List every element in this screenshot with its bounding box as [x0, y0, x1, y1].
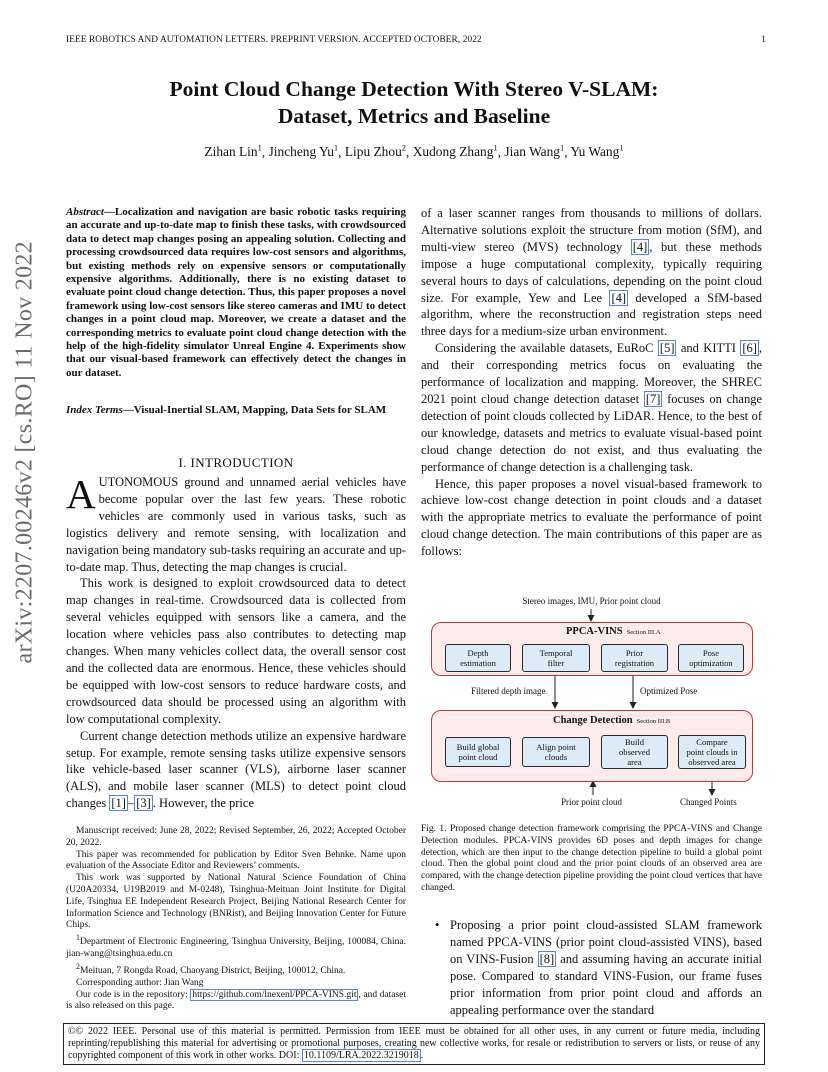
- doi-link[interactable]: 10.1109/LRA.2022.3219018: [303, 1050, 419, 1061]
- section-heading: I. INTRODUCTION: [178, 455, 294, 470]
- intro-left-column: [66, 471, 406, 812]
- footnote: $^1$Department of Electronic Engineering, Tsinghua University, Beijing, 100084, China. jian-wang@tsinghua.edu.cn: [66, 933, 406, 960]
- contribution-list: [421, 917, 762, 1018]
- intro-paragraph-1: AUTONOMOUS ground and unnamed aerial vehicles have become popular over the last few years. These robotic vehicles are commonly used in various tasks, such as logistics delivery and remote sensing, with localization and navigation being mandatory sub-tasks requiring an accurate and up-to-date map. Thus, detecting the map changes is crucial.: [66, 471, 406, 574]
- citation-link[interactable]: [8]: [539, 951, 555, 966]
- intro-paragraph-6: Hence, this paper proposes a novel visual-based framework to achieve low-cost change detection in point clouds and a dataset with the appropriate metrics to evaluate the performance of point cloud change detection. The main contributions of this paper are as follows:: [421, 476, 762, 559]
- arxiv-stamp: arXiv:2207.00246v2 [cs.RO] 11 Nov 2022: [11, 241, 38, 664]
- copyright-notice: ©© 2022 IEEE. Personal use of this material is permitted. Permission from IEEE must be obtained for all other uses, in any current or future media, including reprinting/republishing this material for advertising or promotional purposes, creating new collective works, for resale or redistribution to servers or lists, or reuse of any copyrighted component of this work in other works. DOI: 10.1109/LRA.2022.3219018 .: [63, 1023, 765, 1065]
- index-terms-label: Index Terms: [66, 404, 123, 416]
- input-label: Stereo images, IMU, Prior point cloud: [522, 596, 661, 606]
- title-line-2: Dataset, Metrics and Baseline: [277, 104, 551, 128]
- author: Zihan Lin$^1$: [204, 143, 262, 160]
- author-list: Zihan Lin$^1$, Jincheng Yu$^1$, Lipu Zhou$^2$, Xudong Zhang$^1$, Jian Wang$^1$, Yu Wang$^1$: [204, 143, 624, 160]
- intro-paragraph-3: Current change detection methods utilize an expensive hardware setup. For example, remote sensing tasks utilize expensive sensors like vehicle-based laser scanner (VLS), airborne laser scanner (ALS), and mobile laser scanner (MLS) to detect point cloud changes [1] – [3] . However, the price: [66, 728, 406, 811]
- citation-link[interactable]: [3]: [136, 796, 151, 811]
- footnote: Corresponding author: Jian Wang: [76, 977, 204, 988]
- intro-paragraph-4: of a laser scanner ranges from thousands to millions of dollars. Alternative solutions exploit the structure from motion (SfM), and multi-view stereo (MVS) technology [4] , but these methods impose a huge computational complexity, typically requiring several hours to days of calculations, depending on the point cloud size. For example, Yew and Lee [4] developed a SfM-based algorithm, where the reconstruction and registration steps need three days for a medium-size urban environment.: [421, 206, 762, 339]
- abstract-label: Abstract: [66, 206, 104, 218]
- footnote: Our code is in the repository: https://github.com/lnexenl/PPCA-VINS.git , and dataset is also released on this page.: [66, 989, 406, 1012]
- prior-registration-box: Prior registration: [601, 644, 668, 672]
- build-global-box: Build global point cloud: [445, 737, 511, 767]
- index-terms: Index Terms—Visual-Inertial SLAM, Mapping, Data Sets for SLAM: [66, 404, 387, 416]
- footnotes: [66, 826, 406, 1013]
- drop-cap: A: [66, 471, 96, 517]
- footnote: Manuscript received: June 28, 2022; Revised September, 26, 2022; Accepted October 20, 2022.: [66, 826, 406, 848]
- citation-link[interactable]: [4]: [632, 239, 648, 254]
- title-line-1: Point Cloud Change Detection With Stereo V-SLAM:: [169, 77, 659, 101]
- bullet-icon: •: [435, 918, 440, 932]
- prior-cloud-label: Prior point cloud: [561, 797, 622, 807]
- intro-paragraph-2: This work is designed to exploit crowdsourced data to detect map changes in real-time. Crowdsourced data is collected from several vehicles equipped with sensors like a camera, and the location where vehicles pass also contributes to detecting map changes. When many vehicles collect data, the overall sensor cost and the collected data are enormous. Hence, these vehicles should be equipped with low-cost sensors to reduce hardware costs, and crowdsourced data should be processed using an algorithm with low computational complexity.: [66, 576, 406, 726]
- citation-link[interactable]: [6]: [742, 341, 757, 356]
- index-terms-text: Visual-Inertial SLAM, Mapping, Data Sets for SLAM: [133, 404, 387, 416]
- author: Xudong Zhang$^1$: [412, 143, 498, 160]
- author: Lipu Zhou$^2$: [344, 143, 407, 160]
- author: Yu Wang$^1$: [570, 143, 624, 160]
- pose-optimization-box: Pose optimization: [678, 644, 744, 672]
- temporal-filter-box: Temporal filter: [522, 644, 590, 672]
- footnote: $^2$Meituan, 7 Rongda Road, Chaoyang District, Beijing, 100012, China.: [76, 961, 346, 977]
- citation-link[interactable]: [1]: [111, 796, 126, 811]
- running-header: [66, 35, 766, 45]
- footnote: This paper was recommended for publication by Editor Sven Behnke. Name upon evaluation of the Associate Editor and Reviewers’ comments.: [66, 849, 406, 872]
- page-number: 1: [761, 35, 766, 45]
- align-clouds-box: Align point clouds: [522, 737, 590, 767]
- compare-clouds-box: Compare point clouds in observed area: [678, 735, 746, 769]
- author: Jian Wang$^1$: [504, 143, 565, 160]
- citation-link[interactable]: [7]: [645, 391, 661, 406]
- filtered-depth-label: Filtered depth image: [471, 686, 546, 696]
- intro-right-column: [421, 205, 762, 560]
- footnote: This work was supported by National Natural Science Foundation of China (U20A20334, U19B2019 and M-0248), Tsinghua-Meituan Joint Institute for Digital Life, Tsinghua EE Independent Research Project, Beijing National Research Center for Information Science and Technology (BNRist), and Beijing Innovation Center for Future Chips.: [66, 873, 406, 931]
- change-detection-title: Change Detection Section III.B: [553, 715, 671, 726]
- repository-link[interactable]: https://github.com/lnexenl/PPCA-VINS.git: [192, 989, 357, 1000]
- optimized-pose-label: Optimized Pose: [640, 686, 698, 696]
- changed-points-label: Changed Points: [680, 797, 737, 807]
- framework-diagram: [421, 594, 762, 814]
- author: Jincheng Yu$^1$: [268, 143, 339, 160]
- observed-area-box: Build observed area: [601, 735, 668, 769]
- figure-caption: Fig. 1. Proposed change detection framework comprising the PPCA-VINS and Change Detection modules. PPCA-VINS provides 6D poses and depth images for change detection, which are then input to the change detection pipeline to build a global point cloud. Then the global point cloud and the prior point clouds of an observed area are compared, with the change detection pipeline providing the point cloud vertices that have changed.: [421, 824, 762, 893]
- citation-link[interactable]: [4]: [611, 290, 627, 305]
- abstract-text: Localization and navigation are basic robotic tasks requiring an accurate and up-to-date map to finish these tasks, with crowdsourced data to detect map changes posing an appealing solution. Collecting and processing crowdsourced data requires low-cost sensors and algorithms, but existing methods rely on expensive sensors or computationally expensive algorithms. Additionally, there is no existing dataset to evaluate point cloud change detection. Thus, this paper proposes a novel framework using low-cost sensors like stereo cameras and IMU to detect changes in a point cloud map. Moreover, we create a dataset and the corresponding metrics to evaluate point cloud change detection with the help of the high-fidelity simulator Unreal Engine 4. Experiments show that our visual-based framework can effectively detect the changes in our dataset.: [66, 206, 406, 379]
- intro-paragraph-5: Considering the available datasets, EuRoC [5] and KITTI [6] , and their corresponding metrics focus on evaluating the performance of localization and mapping. Moreover, the SHREC 2021 point cloud change detection dataset [7] focuses on change detection of point clouds collected by LiDAR. Hence, to the best of our knowledge, datasets and metrics to evaluate visual-based point cloud change detection do not exist, and thus evaluating the performance of change detection is a challenging task.: [421, 341, 763, 474]
- ppca-vins-title: PPCA-VINS Section III.A: [566, 626, 661, 637]
- journal-header: IEEE ROBOTICS AND AUTOMATION LETTERS. PREPRINT VERSION. ACCEPTED OCTOBER, 2022: [66, 35, 482, 45]
- contribution-item: Proposing a prior point cloud-assisted SLAM framework named PPCA-VINS (prior point cloud-assisted VINS), based on VINS-Fusion [8] and assuming having an accurate initial pose. Compared to standard VINS-Fusion, our frame fuses prior information from prior point cloud and affords an appealing performance over the standard: [450, 918, 762, 1017]
- depth-estimation-box: Depth estimation: [445, 644, 511, 672]
- paper-title: [60, 76, 768, 130]
- citation-link[interactable]: [5]: [659, 341, 675, 356]
- abstract: Abstract—Localization and navigation are basic robotic tasks requiring an accurate and up-to-date map to finish these tasks, with crowdsourced data to detect map changes posing an appealing solution. Collecting and processing crowdsourced data requires low-cost sensors and algorithms, but existing methods rely on expensive sensors or computationally expensive algorithms. Additionally, there is no existing dataset to evaluate point cloud change detection. Thus, this paper proposes a novel framework using low-cost sensors like stereo cameras and IMU to detect changes in a point cloud map. Moreover, we create a dataset and the corresponding metrics to evaluate point cloud change detection with the help of the high-fidelity simulator Unreal Engine 4. Experiments show that our visual-based framework can effectively detect the changes in our dataset.: [66, 206, 406, 379]
